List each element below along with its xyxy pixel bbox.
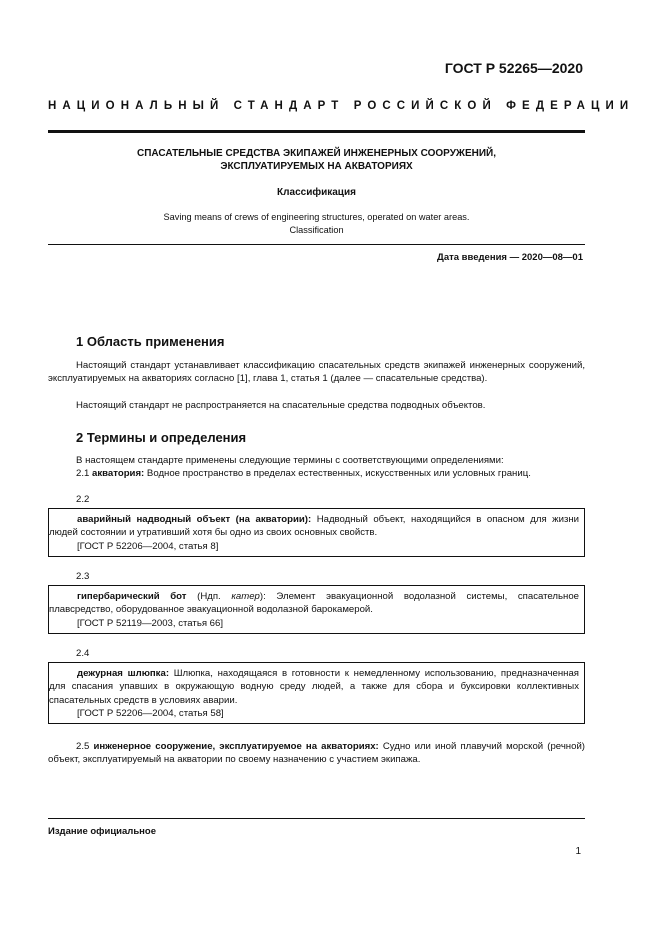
- section-1-paragraph-2: Настоящий стандарт не распространяется на спасательные средства подводных объектов.: [76, 400, 486, 411]
- section-1-heading: 1 Область применения: [76, 334, 225, 349]
- term-2-5-number: 2.5: [76, 741, 90, 752]
- footer-rule: [48, 818, 585, 819]
- term-2-4-box: [48, 662, 585, 724]
- term-2-2-definition: Надводный объект, находящийся в опасном для жизни людей состоянии и утративший хотя бы одно из своих основных свойств.: [49, 514, 579, 539]
- english-title: [48, 211, 585, 237]
- term-2-3-term: гипербарический бот: [77, 591, 187, 602]
- term-2-5-term: инженерное сооружение, эксплуатируемое на акваториях:: [93, 741, 379, 752]
- gost-code: ГОСТ Р 52265—2020: [444, 60, 583, 76]
- term-2-3-text: [49, 590, 584, 617]
- document-subtitle: Классификация: [277, 187, 356, 198]
- term-2-2-box: [48, 508, 585, 557]
- term-2-4-source: [ГОСТ Р 52206—2004, статья 58]: [77, 707, 224, 719]
- term-2-4-number: 2.4: [76, 648, 90, 659]
- term-2-3-note-italic: катер: [231, 591, 260, 602]
- page-number: 1: [575, 846, 581, 857]
- term-2-1: [48, 467, 585, 480]
- term-2-1-number: 2.1: [76, 468, 90, 479]
- title-line-2: ЭКСПЛУАТИРУЕМЫХ НА АКВАТОРИЯХ: [220, 161, 413, 172]
- term-2-3-definition: Элемент эвакуационной водолазной системы, спасательное плавсредство, оборудованное эвакуационной водолазной барокамерой.: [49, 591, 579, 616]
- term-2-1-term: акватория:: [92, 468, 145, 479]
- section-1-paragraph-1: Настоящий стандарт устанавливает классификацию спасательных средств экипажей инженерных сооружений, эксплуатируемых на акваториях согласно [1], глава 1, статья 1 (далее — спасательные средства).: [48, 360, 585, 385]
- title-line-1: СПАСАТЕЛЬНЫЕ СРЕДСТВА ЭКИПАЖЕЙ ИНЖЕНЕРНЫХ СООРУЖЕНИЙ,: [136, 148, 496, 159]
- term-2-4-text: [49, 667, 584, 707]
- term-2-2-source: [ГОСТ Р 52206—2004, статья 8]: [77, 540, 219, 552]
- term-2-4-definition: Шлюпка, находящаяся в готовности к немедленному использованию, предназначенная для спасания упавших в окружающую водную среду людей, а также для сбора и буксировки коллективных спасательных средств в условиях аварии.: [49, 668, 579, 706]
- official-edition-label: Издание официальное: [48, 826, 156, 837]
- english-title-line-2: Classification: [289, 225, 344, 235]
- section-2-heading: 2 Термины и определения: [76, 430, 247, 445]
- term-2-3-source: [ГОСТ Р 52119—2003, статья 66]: [77, 617, 224, 629]
- term-2-2-text: [49, 513, 584, 540]
- national-standard-banner: НАЦИОНАЛЬНЫЙ СТАНДАРТ РОССИЙСКОЙ ФЕДЕРАЦИИ: [48, 100, 635, 112]
- section-2-intro: В настоящем стандарте применены следующие термины с соответствующими определениями:: [76, 455, 504, 466]
- header-rule: [48, 130, 585, 133]
- term-2-4-term: дежурная шлюпка:: [77, 668, 170, 679]
- document-title: [48, 147, 585, 173]
- term-2-2-term: аварийный надводный объект (на акватории):: [77, 514, 312, 525]
- term-2-3-box: [48, 585, 585, 634]
- term-2-3-note-open: (Ндп.: [186, 591, 232, 602]
- term-2-3-number: 2.3: [76, 571, 90, 582]
- term-2-2-number: 2.2: [76, 494, 90, 505]
- term-2-5: [48, 740, 585, 767]
- intro-date: Дата введения — 2020—08—01: [437, 252, 583, 263]
- intro-date-rule: [48, 244, 585, 245]
- term-2-1-definition: Водное пространство в пределах естественных, искусственных или условных границ.: [144, 468, 531, 479]
- english-title-line-1: Saving means of crews of engineering structures, operated on water areas.: [163, 212, 470, 222]
- term-2-5-definition: Судно или иной плавучий морской (речной) объект, эксплуатируемый на акватории по своему назначению с участием экипажа.: [48, 741, 585, 766]
- term-2-3-note-close: ):: [259, 591, 266, 602]
